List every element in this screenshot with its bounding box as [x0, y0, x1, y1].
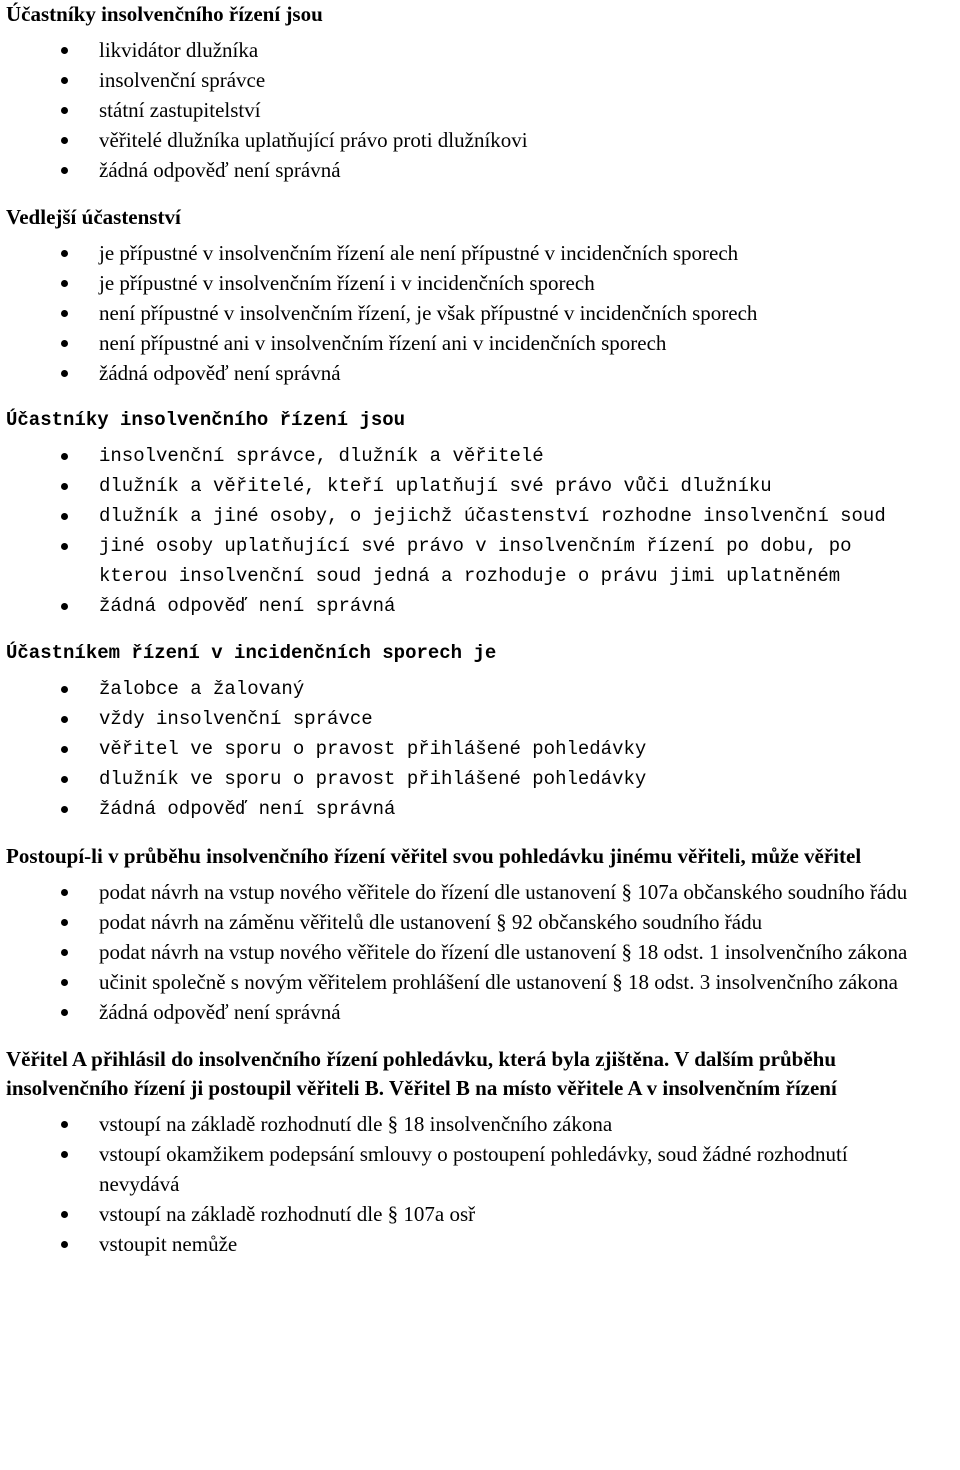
question-4 — [6, 639, 954, 824]
bullet-icon — [61, 889, 68, 896]
bullet-icon — [61, 280, 68, 287]
option-item: věřitelé dlužníka uplatňující právo proti dlužníkovi — [6, 125, 954, 155]
option-item: likvidátor dlužníka — [6, 35, 954, 65]
question-title: Účastníky insolvenčního řízení jsou — [6, 2, 323, 26]
bullet-icon — [61, 1121, 68, 1128]
option-item: věřitel ve sporu o pravost přihlášené pohledávky — [6, 734, 954, 764]
bullet-icon — [61, 686, 68, 693]
option-item: vstoupí na základě rozhodnutí dle § 18 insolvenčního zákona — [6, 1109, 954, 1139]
bullet-icon — [61, 603, 68, 610]
option-item: vstoupí okamžikem podepsání smlouvy o postoupení pohledávky, soud žádné rozhodnutí nevydává — [6, 1139, 954, 1199]
question-6 — [6, 1045, 954, 1259]
option-item: žádná odpověď není správná — [6, 358, 954, 388]
bullet-icon — [61, 513, 68, 520]
option-item: podat návrh na vstup nového věřitele do řízení dle ustanovení § 107a občanského soudního řádu — [6, 877, 954, 907]
option-item: žádná odpověď není správná — [6, 155, 954, 185]
option-item: není přípustné ani v insolvenčním řízení ani v incidenčních sporech — [6, 328, 954, 358]
option-item: učinit společně s novým věřitelem prohlášení dle ustanovení § 18 odst. 3 insolvenčního zákona — [6, 967, 954, 997]
option-item: insolvenční správce, dlužník a věřitelé — [6, 441, 954, 471]
option-item: dlužník a věřitelé, kteří uplatňují své právo vůči dlužníku — [6, 471, 954, 501]
bullet-icon — [61, 1009, 68, 1016]
bullet-icon — [61, 453, 68, 460]
question-title: Postoupí-li v průběhu insolvenčního řízení věřitel svou pohledávku jinému věřiteli, může věřitel — [6, 844, 862, 868]
option-item: vstoupí na základě rozhodnutí dle § 107a osř — [6, 1199, 954, 1229]
option-item: vstoupit nemůže — [6, 1229, 954, 1259]
option-item: je přípustné v insolvenčním řízení i v incidenčních sporech — [6, 268, 954, 298]
bullet-icon — [61, 47, 68, 54]
bullet-icon — [61, 543, 68, 550]
bullet-icon — [61, 919, 68, 926]
option-item: dlužník a jiné osoby, o jejichž účastenství rozhodne insolvenční soud — [6, 501, 954, 531]
bullet-icon — [61, 716, 68, 723]
option-item: státní zastupitelství — [6, 95, 954, 125]
bullet-icon — [61, 310, 68, 317]
question-1 — [6, 0, 954, 185]
bullet-icon — [61, 107, 68, 114]
option-item: dlužník ve sporu o pravost přihlášené pohledávky — [6, 764, 954, 794]
option-list — [6, 674, 954, 824]
bullet-icon — [61, 949, 68, 956]
bullet-icon — [61, 1241, 68, 1248]
bullet-icon — [61, 1151, 68, 1158]
question-2 — [6, 203, 954, 388]
option-list — [6, 35, 954, 185]
bullet-icon — [61, 250, 68, 257]
option-item: jiné osoby uplatňující své právo v insolvenčním řízení po dobu, po kterou insolvenční soud jedná a rozhoduje o právu jimi uplatněném — [6, 531, 954, 591]
bullet-icon — [61, 137, 68, 144]
option-item: žádná odpověď není správná — [6, 794, 954, 824]
bullet-icon — [61, 340, 68, 347]
option-item: žalobce a žalovaný — [6, 674, 954, 704]
bullet-icon — [61, 776, 68, 783]
option-item: podat návrh na vstup nového věřitele do řízení dle ustanovení § 18 odst. 1 insolvenčního zákona — [6, 937, 954, 967]
option-item: vždy insolvenční správce — [6, 704, 954, 734]
question-3 — [6, 406, 954, 621]
bullet-icon — [61, 806, 68, 813]
option-list — [6, 238, 954, 388]
option-list — [6, 1109, 954, 1259]
option-item: podat návrh na záměnu věřitelů dle ustanovení § 92 občanského soudního řádu — [6, 907, 954, 937]
option-list — [6, 877, 954, 1027]
option-item: žádná odpověď není správná — [6, 997, 954, 1027]
bullet-icon — [61, 167, 68, 174]
question-title: Věřitel A přihlásil do insolvenčního řízení pohledávku, která byla zjištěna. V dalším průběhu insolvenčního řízení ji postoupil věřiteli B. Věřitel B na místo věřitele A v insolvenčním řízení — [6, 1047, 837, 1100]
option-item: je přípustné v insolvenčním řízení ale není přípustné v incidenčních sporech — [6, 238, 954, 268]
option-item: žádná odpověď není správná — [6, 591, 954, 621]
option-item: insolvenční správce — [6, 65, 954, 95]
question-title: Účastníky insolvenčního řízení jsou — [6, 409, 406, 431]
bullet-icon — [61, 979, 68, 986]
bullet-icon — [61, 77, 68, 84]
question-title: Účastníkem řízení v incidenčních sporech je — [6, 642, 497, 664]
question-5 — [6, 842, 954, 1027]
bullet-icon — [61, 1211, 68, 1218]
option-item: není přípustné v insolvenčním řízení, je však přípustné v incidenčních sporech — [6, 298, 954, 328]
question-title: Vedlejší účastenství — [6, 205, 181, 229]
bullet-icon — [61, 746, 68, 753]
bullet-icon — [61, 370, 68, 377]
option-list — [6, 441, 954, 621]
bullet-icon — [61, 483, 68, 490]
